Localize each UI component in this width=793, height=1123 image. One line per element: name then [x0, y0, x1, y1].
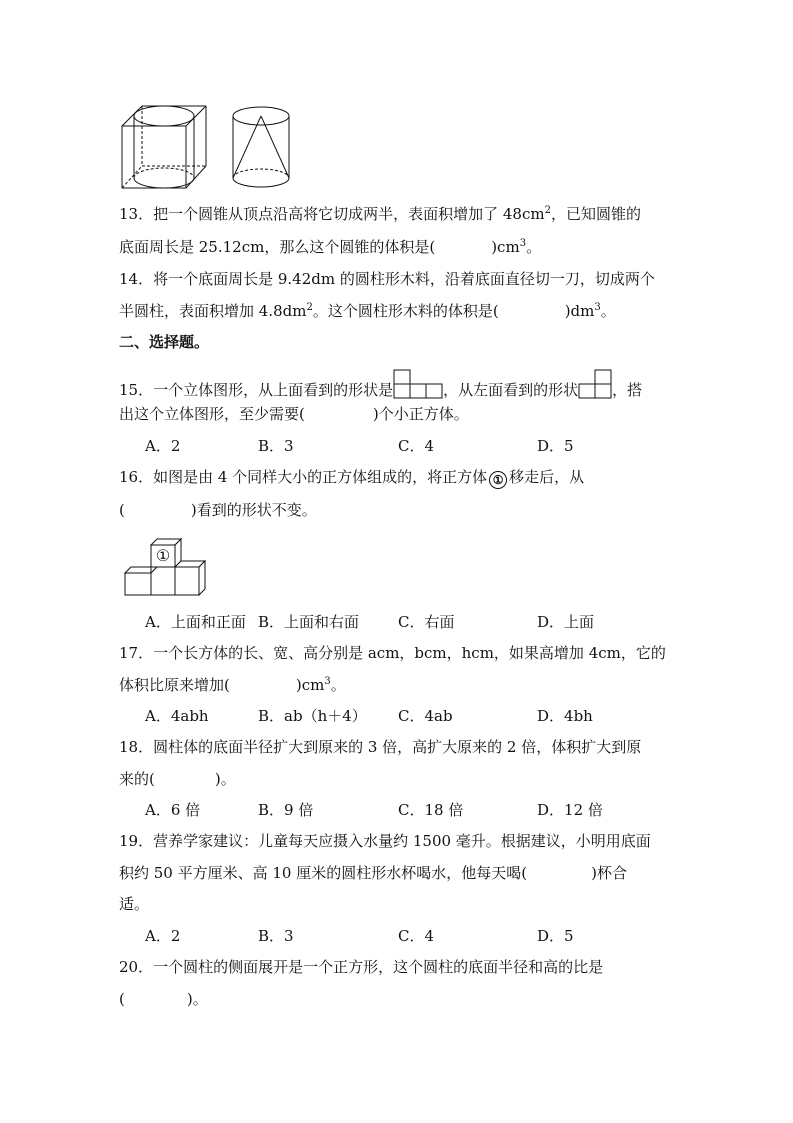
- q19-line3: 适。: [119, 895, 150, 913]
- q18-option-d[interactable]: D．12 倍: [537, 801, 603, 819]
- q14-line1: 14．将一个底面周长是 9.42dm 的圆柱形木料，沿着底面直径切一刀，切成两个: [119, 270, 655, 288]
- q13-line2: 底面周长是 25.12cm，那么这个圆锥的体积是( )$cm^3$。: [119, 238, 542, 256]
- q16-option-d[interactable]: D．上面: [537, 613, 595, 631]
- q16-option-c[interactable]: C．右面: [398, 613, 455, 631]
- q18-option-b[interactable]: B．9 倍: [258, 801, 314, 819]
- q17-line1: 17．一个长方体的长、宽、高分别是 acm，bcm，hcm，如果高增加 4cm，它的: [119, 644, 666, 662]
- q19-option-d[interactable]: D．5: [537, 927, 574, 945]
- q17-option-c[interactable]: C．4ab: [398, 707, 453, 725]
- q16-line2: ( )看到的形状不变。: [119, 501, 317, 519]
- q19-option-b[interactable]: B．3: [258, 927, 294, 945]
- q20-line2: ( )。: [119, 990, 208, 1008]
- cube-label-1: ①: [155, 546, 171, 565]
- q19-line1: 19．营养学家建议：儿童每天应摄入水量约 1500 毫升。根据建议，小明用底面: [119, 832, 651, 850]
- q17-option-a[interactable]: A．4abh: [145, 707, 209, 725]
- q16-option-b[interactable]: B．上面和右面: [258, 613, 360, 631]
- section-heading: 二、选择题。: [119, 333, 210, 351]
- q18-option-a[interactable]: A．6 倍: [145, 801, 201, 819]
- q16-option-a[interactable]: A．上面和正面: [145, 613, 246, 631]
- q18-option-c[interactable]: C．18 倍: [398, 801, 464, 819]
- q16-line1: 16．如图是由 4 个同样大小的正方体组成的，将正方体 ① 移走后，从: [119, 468, 585, 487]
- q15-option-b[interactable]: B．3: [258, 437, 294, 455]
- q20-line1: 20．一个圆柱的侧面展开是一个正方形，这个圆柱的底面半径和高的比是: [119, 958, 604, 976]
- circled-number-1: ①: [489, 471, 507, 489]
- figure-cone-in-cylinder: [228, 104, 294, 190]
- q17-line2: 体积比原来增加( )$cm^3$。: [119, 676, 346, 694]
- q19-line2: 积约 50 平方厘米、高 10 厘米的圆柱形水杯喝水，他每天喝( )杯合: [119, 864, 627, 882]
- q18-line1: 18．圆柱体的底面半径扩大到原来的 3 倍，高扩大原来的 2 倍，体积扩大到原: [119, 738, 642, 756]
- q13-line1: 13．把一个圆锥从顶点沿高将它切成两半，表面积增加了 $48cm^2$，已知圆锥的: [119, 205, 641, 223]
- cube-stack-figure: [121, 533, 207, 597]
- left-view-shape: [578, 369, 612, 399]
- q15-line1: 15．一个立体图形，从上面看到的形状是 ，从左面看到的形状 ，搭: [119, 369, 642, 400]
- top-view-shape: [393, 369, 443, 399]
- figure-cylinder-in-cube: [118, 102, 210, 192]
- q14-line2: 半圆柱，表面积增加 $4.8dm^2$。这个圆柱形木料的体积是( )$dm^3$。: [119, 302, 616, 320]
- q15-option-a[interactable]: A．2: [145, 437, 181, 455]
- q15-option-c[interactable]: C．4: [398, 437, 435, 455]
- q19-option-a[interactable]: A．2: [145, 927, 181, 945]
- q15-option-d[interactable]: D．5: [537, 437, 574, 455]
- q19-option-c[interactable]: C．4: [398, 927, 435, 945]
- q17-option-d[interactable]: D．4bh: [537, 707, 593, 725]
- q17-option-b[interactable]: B．ab（h＋4）: [258, 707, 367, 725]
- q18-line2: 来的( )。: [119, 770, 236, 788]
- q15-line2: 出这个立体图形，至少需要( )个小正方体。: [119, 405, 469, 423]
